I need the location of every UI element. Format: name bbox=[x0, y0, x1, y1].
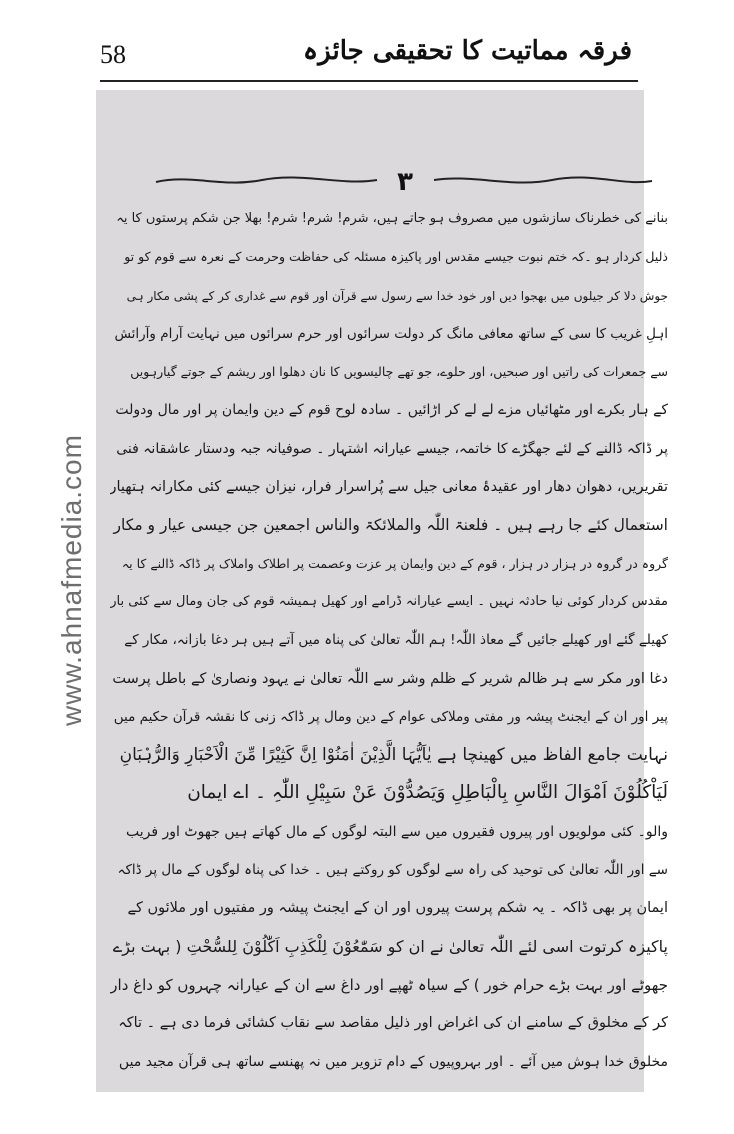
page-number: 58 bbox=[100, 40, 126, 69]
text-line: والو۔ کئی مولویوں اور پیروں فقیروں میں سے البتہ لوگوں کے مال کھاتے ہیں جھوٹ اور فریب bbox=[126, 823, 668, 840]
text-line: لَیَاْکُلُوْنَ اَمْوَالَ النَّاسِ بِالْبَاطِلِ وَیَصُدُّوْنَ عَنْ سَبِیْلِ اللّٰہِ ۔ اے ایمان bbox=[187, 782, 668, 804]
text-line: ذلیل کردار ہو ۔کہ ختم نبوت جیسے مقدس اور پاکیزہ مسئلہ کی حفاظت وحرمت کے نعرہ سے قوم کو تو bbox=[124, 249, 668, 265]
text-line: ایمان پر بھی ڈاکہ ۔ یہ شکم پرست پیروں اور ان کے ایجنٹ پیشہ ور مفتیوں اور ملائوں کے bbox=[127, 900, 668, 917]
text-line: اہلِ غریب کا سی کے ساتھ معافی مانگ کر دولت سرائوں اور حرم سرائوں میں نہایت آرام وآرائش bbox=[114, 325, 668, 342]
text-line: کھیلے گئے اور کھیلے جائیں گے معاذ اللّٰہ! ہم اللّٰہ تعالیٰ کی پناہ میں آتے ہیں ہر دغا بازانہ، مکار کے bbox=[124, 632, 668, 649]
text-line: جھوٹے اور بہت بڑے حرام خور ) کے سیاہ ٹھپے اور داغ سے ان کے عیارانہ چہروں کو داغ دار bbox=[110, 975, 668, 994]
text-line: پیر اور ان کے ایجنٹ پیشہ ور مفتی وملاکی عوام کے دین ومال پر ڈاکہ زنی کا نقشہ قرآن حکیم میں bbox=[113, 708, 668, 725]
text-line: جوش دلا کر جیلوں میں بھجوا دیں اور خود خدا سے رسول سے قرآن اور قوم سے غداری کر کے پشی مکار ہی bbox=[126, 288, 668, 303]
body-text bbox=[110, 200, 668, 1081]
text-line: پاکیزہ کرتوت اسی لئے اللّٰہ تعالیٰ نے ان کو سَمّٰعُوْنَ لِلْکَذِبِ اَکّٰلُوْنَ لِلسُّحْتِ ( بہت بڑے bbox=[112, 936, 668, 956]
text-line: بنانے کی خطرناک سازشوں میں مصروف ہو جاتے ہیں، شرم! شرم! شرم! بھلا جن شکم پرستوں کا یہ bbox=[116, 211, 668, 226]
text-line: گروہ در گروہ در ہزار در ہزار ، قوم کے دین وایمان پر عزت وعصمت پر اطلاک واملاک پر ڈاکہ ڈالنے کا یہ bbox=[121, 555, 668, 571]
text-line: کے ہار بکرے اور مٹھائیاں مزے لے لے کر اڑائیں ۔ سادہ لوح قوم کے دین وایمان پر اور مال ودولت bbox=[115, 402, 668, 419]
text-line: پر ڈاکہ ڈالنے کے لئے جھگڑے کا خاتمہ، جیسے عیارانہ اشتہار ۔ صوفیانہ جبہ ودستار عاشقانہ فنی bbox=[116, 440, 668, 457]
text-line: تقریریں، دھوان دھار اور عقیدۂ معانی جیل سے پُراسرار فرار، نیزان جیسے کئی مکارانہ ہتھیار bbox=[110, 479, 668, 496]
text-line: دغا اور مکر سے ہر ظالم شریر کے ظلم وشر سے اللّٰہ تعالیٰ نے یہود ونصاریٰ کے باطل پرست bbox=[112, 670, 668, 687]
text-line: استعمال کئے جا رہے ہیں ۔ فلعنۃ اللّٰہ والملائکۃ والناس اجمعین جن جیسی عیار و مکار bbox=[113, 516, 668, 535]
ornament-left-flourish bbox=[156, 177, 377, 182]
ornament-right-flourish bbox=[434, 177, 652, 182]
text-line: کر کے مخلوق کے سامنے ان کی اغراض اور ذلیل مقاصد سے نقاب کشائی فرما دی ہے ۔ تاکہ bbox=[118, 1015, 668, 1032]
text-line: سے جمعرات کی راتیں اور صبحیں، اور حلوے، جو تھے چالیسویں کا نان دھلوا اور ریشم کے جوتے گیارہویں bbox=[130, 364, 668, 380]
text-line: نہایت جامع الفاظ میں کھینچا ہے یٰاَیُّہَا الَّذِیْنَ اٰمَنُوْا اِنَّ کَثِیْرًا مِّنَ الْاَحْبَارِ وَالرُّہْبَانِ bbox=[119, 745, 668, 766]
text-line: مقدس کردار کوئی نیا حادثہ نہیں ۔ ایسے عیارانہ ڈرامے اور کھیل ہمیشہ قوم کی جان ومال سے کئی بار bbox=[110, 593, 668, 609]
watermark-text: www.ahnafmedia.com bbox=[56, 434, 87, 726]
text-line: مخلوق خدا ہوش میں آئے ۔ اور بہروپیوں کے دام تزویر میں نہ پھنسے ساتھ ہی قرآن مجید میں bbox=[118, 1053, 668, 1070]
section-marker: ۳ bbox=[397, 168, 413, 197]
header-divider bbox=[100, 80, 638, 82]
section-ornament bbox=[152, 168, 658, 198]
book-title: فرقہ مماتیت کا تحقیقی جائزہ bbox=[302, 36, 632, 66]
text-line: سے اور اللّٰہ تعالیٰ کی توحید کی راہ سے لوگوں کو روکتے ہیں ۔ خدا کی پناہ لوگوں کے مال پر ڈاکہ bbox=[117, 862, 668, 879]
